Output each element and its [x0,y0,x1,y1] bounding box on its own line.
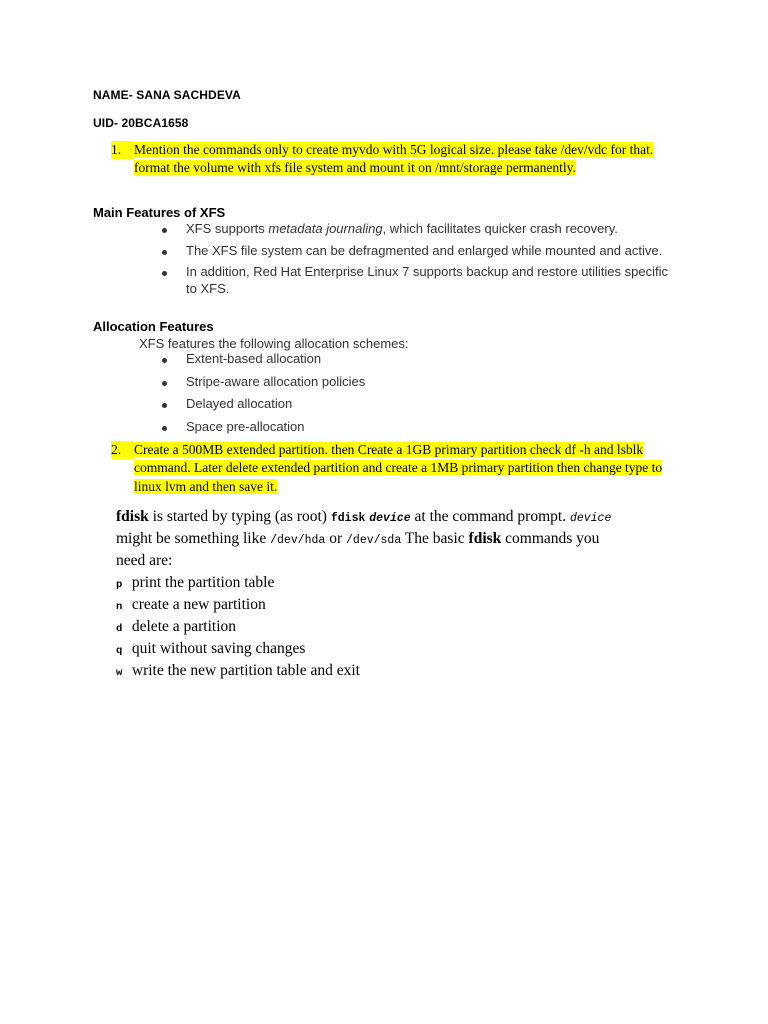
task-2-text: Create a 500MB extended partition. then Create a 1GB primary partition check df -h and lsblk command. Later delete extended partition and create a 1MB primary partition then change type to linux lvm and then save it. [134,442,663,494]
fdisk-command-list [116,573,616,683]
list-item: Stripe-aware allocation policies [160,374,670,391]
list-item: XFS supports metadata journaling, which facilitates quicker crash recovery. [160,221,670,238]
list-item: Extent-based allocation [160,351,670,368]
bullet-icon [162,381,167,386]
task-2 [111,441,691,496]
fdisk-intro-paragraph: fdisk is started by typing (as root) fdisk device at the command prompt. device might be something like /dev/hda or /dev/sda The basic fdisk commands you need are: [116,508,612,569]
list-item: In addition, Red Hat Enterprise Linux 7 supports backup and restore utilities specific to XFS. [160,264,670,297]
task-1 [111,141,691,178]
metadata-journaling-term: metadata journaling [268,221,383,236]
list-item: Space pre-allocation [160,419,670,436]
fdisk-command-row: d delete a partition [116,618,237,635]
fdisk-command-row: p print the partition table [116,574,275,591]
bullet-icon [162,426,167,431]
allocation-features-heading: Allocation Features [93,319,214,334]
task-1-number: 1. [111,141,133,159]
xfs-features-list [160,221,670,302]
bullet-icon [162,250,167,255]
list-item: The XFS file system can be defragmented and enlarged while mounted and active. [160,243,670,260]
bullet-icon [162,358,167,363]
fdisk-section [116,507,616,683]
bullet-icon [162,271,167,276]
xfs-features-heading: Main Features of XFS [93,205,226,220]
fdisk-command-row: q quit without saving changes [116,640,306,657]
allocation-list [160,351,670,441]
student-name: NAME- SANA SACHDEVA [93,88,241,102]
fdisk-command-row: w write the new partition table and exit [116,662,360,679]
task-1-text: Mention the commands only to create myvdo with 5G logical size. please take /dev/vdc for that. format the volume with xfs file system and mount it on /mnt/storage permanently. [134,142,654,176]
allocation-intro: XFS features the following allocation schemes: [139,336,409,351]
task-2-number: 2. [111,441,133,459]
fdisk-command-row: n create a new partition [116,596,266,613]
student-uid: UID- 20BCA1658 [93,116,189,130]
bullet-icon [162,403,167,408]
bullet-icon [162,228,167,233]
list-item: Delayed allocation [160,396,670,413]
